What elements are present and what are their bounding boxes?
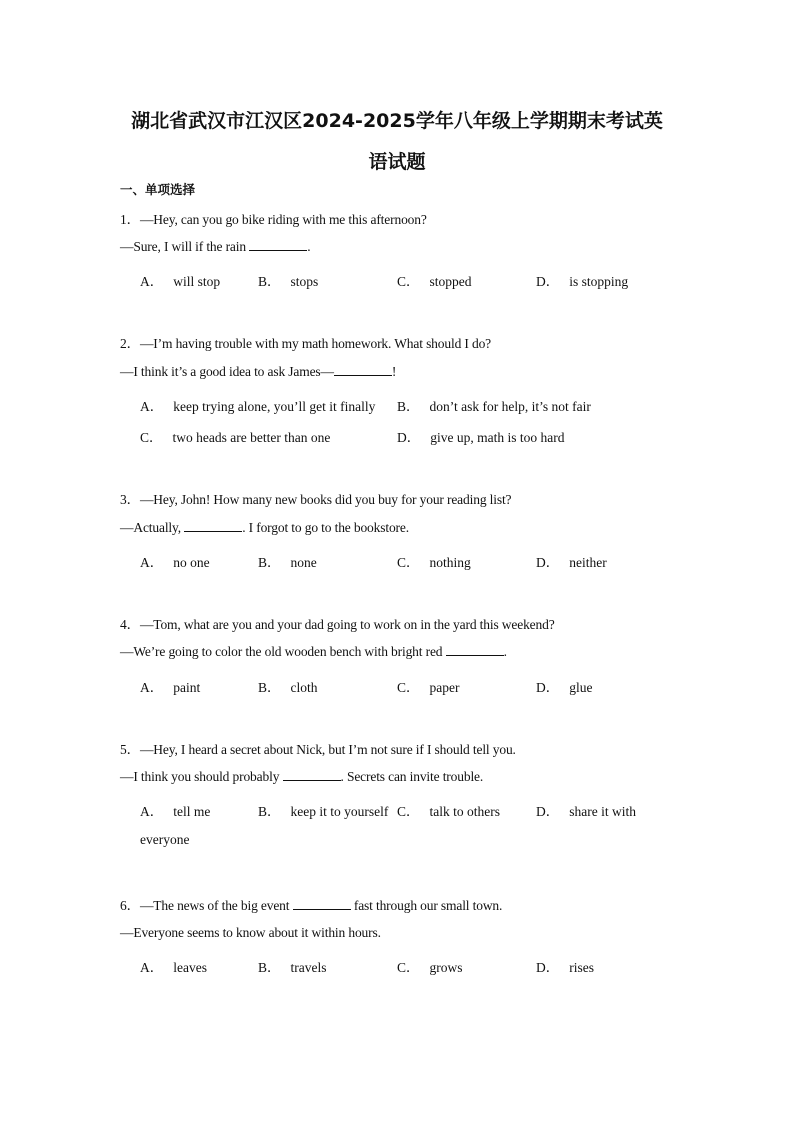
- page-title-line-2: 语试题: [368, 151, 426, 173]
- option-c: C． two heads are better than one: [140, 430, 331, 445]
- question-6-prompt: 6．—The news of the big event fast through our small town.: [120, 898, 503, 913]
- section-heading: 一、单项选择: [120, 182, 196, 197]
- option-a: A． tell me: [140, 804, 211, 819]
- option-c: C． talk to others: [397, 804, 501, 819]
- option-c: C． grows: [397, 960, 463, 975]
- option-b: B． stops: [258, 274, 319, 289]
- question-2-response: —I think it’s a good idea to ask James— !: [120, 364, 397, 379]
- question-2-prompt: 2．—I’m having trouble with my math homework. What should I do?: [120, 336, 492, 351]
- option-c: C． stopped: [397, 274, 472, 289]
- option-d: D． share it with: [536, 804, 636, 819]
- option-a: A． paint: [140, 680, 201, 695]
- option-b: B． travels: [258, 960, 327, 975]
- answer-blank: [334, 364, 392, 376]
- question-1-response: —Sure, I will if the rain .: [120, 239, 311, 254]
- answer-blank: [249, 239, 307, 251]
- answer-blank: [283, 769, 341, 781]
- option-d-continuation: everyone: [140, 832, 190, 847]
- answer-blank: [184, 520, 242, 532]
- answer-blank: [446, 644, 504, 656]
- option-b: B． don’t ask for help, it’s not fair: [397, 399, 591, 414]
- answer-blank: [293, 898, 351, 910]
- option-b: B． keep it to yourself: [258, 804, 389, 819]
- option-d: D． is stopping: [536, 274, 629, 289]
- option-a: A． will stop: [140, 274, 221, 289]
- option-d: D． give up, math is too hard: [397, 430, 565, 445]
- option-d: D． rises: [536, 960, 594, 975]
- option-b: B． cloth: [258, 680, 318, 695]
- option-d: D． neither: [536, 555, 607, 570]
- question-1-prompt: 1．—Hey, can you go bike riding with me this afternoon?: [120, 212, 427, 227]
- option-d: D． glue: [536, 680, 593, 695]
- option-c: C． nothing: [397, 555, 471, 570]
- question-3-prompt: 3．—Hey, John! How many new books did you buy for your reading list?: [120, 492, 512, 507]
- option-a: A． keep trying alone, you’ll get it finally: [140, 399, 376, 414]
- option-a: A． leaves: [140, 960, 207, 975]
- question-5-response: —I think you should probably . Secrets can invite trouble.: [120, 769, 484, 784]
- question-4-response: —We’re going to color the old wooden bench with bright red .: [120, 644, 507, 659]
- question-6-response: —Everyone seems to know about it within hours.: [120, 925, 381, 940]
- question-3-response: —Actually, . I forgot to go to the bookstore.: [120, 520, 409, 535]
- option-b: B． none: [258, 555, 317, 570]
- question-4-prompt: 4．—Tom, what are you and your dad going to work on in the yard this weekend?: [120, 617, 555, 632]
- question-5-prompt: 5．—Hey, I heard a secret about Nick, but I’m not sure if I should tell you.: [120, 742, 516, 757]
- page-title-line-1: 湖北省武汉市江汉区2024-2025学年八年级上学期期末考试英: [131, 110, 663, 132]
- option-c: C． paper: [397, 680, 460, 695]
- option-a: A． no one: [140, 555, 210, 570]
